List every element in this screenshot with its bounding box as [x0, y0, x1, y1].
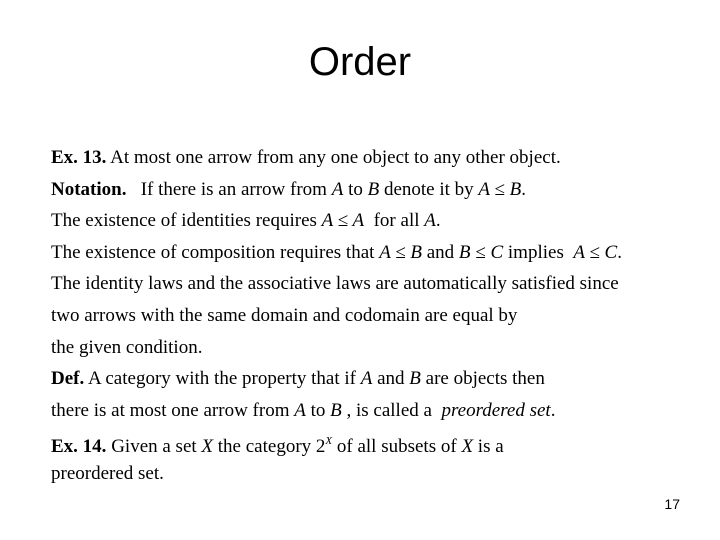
identities-pre: The existence of identities requires [51, 210, 317, 232]
notation-var-b: B [367, 178, 380, 200]
notation-mid: denote it by [383, 178, 474, 200]
composition-implies: implies [507, 241, 564, 263]
notation-to: to [348, 178, 363, 200]
page-number: 17 [664, 496, 680, 512]
def-var-a: A [360, 368, 373, 390]
def-line2-mid: , is called a [346, 399, 432, 421]
def-line-2 [51, 395, 691, 427]
identities-expr: A ≤ A [321, 210, 365, 232]
def-line2-pre: there is at most one arrow from [51, 399, 290, 421]
ex14-exponent: X [325, 435, 333, 448]
def-var-b: B [409, 368, 421, 390]
def-label: Def. [51, 368, 85, 390]
ex14-pre: Given a set [111, 436, 197, 458]
notation-end: . [521, 178, 526, 200]
laws-line-3: the given condition. [51, 336, 203, 358]
identities-mid: for all [373, 210, 420, 232]
notation-line [51, 174, 691, 206]
ex14-line-2: preordered set. [51, 462, 164, 484]
identities-var-a: A [424, 210, 436, 232]
def-to: to [310, 399, 326, 421]
def-and: and [377, 368, 405, 390]
notation-var-a: A [331, 178, 344, 200]
slide-body [51, 142, 691, 490]
laws-line-2: two arrows with the same domain and codomain are equal by [51, 304, 518, 326]
def-term: preordered set [441, 399, 551, 421]
ex14-line-1 [51, 426, 691, 458]
slide-title: Order [308, 40, 412, 84]
laws-line-1: The identity laws and the associative laws are automatically satisfied since [51, 273, 619, 295]
ex14-var-x2: X [461, 436, 474, 458]
ex14-power [316, 436, 332, 457]
composition-end: . [617, 241, 622, 263]
composition-expr3: A ≤ C [573, 241, 618, 263]
ex14-label: Ex. 14. [51, 436, 107, 458]
composition-expr2: B ≤ C [458, 241, 504, 263]
def-end: . [550, 399, 556, 421]
composition-pre: The existence of composition requires that [51, 241, 375, 263]
ex14-base: 2 [315, 436, 326, 458]
identities-end: . [435, 210, 441, 232]
composition-expr1: A ≤ B [379, 241, 422, 263]
composition-and: and [426, 241, 455, 263]
def-var-b2: B [330, 399, 342, 421]
def-line-1 [51, 363, 691, 395]
ex13-line [51, 142, 691, 174]
ex14-mid: the category [217, 436, 312, 458]
ex14-post: is a [477, 436, 504, 458]
ex14-var-x: X [201, 436, 214, 458]
ex13-label: Ex. 13. [51, 147, 107, 168]
def-pre: A category with the property that if [87, 368, 356, 390]
notation-expr: A ≤ B [478, 178, 522, 200]
ex14-mid2: of all subsets of [336, 436, 457, 458]
def-post: are objects then [425, 368, 545, 390]
ex13-text: At most one arrow from any one object to any other object. [110, 147, 561, 168]
notation-label: Notation. [51, 178, 127, 200]
def-var-a2: A [294, 399, 306, 421]
identities-line [51, 205, 691, 237]
notation-pre: If there is an arrow from [140, 178, 327, 200]
composition-line [51, 237, 691, 269]
